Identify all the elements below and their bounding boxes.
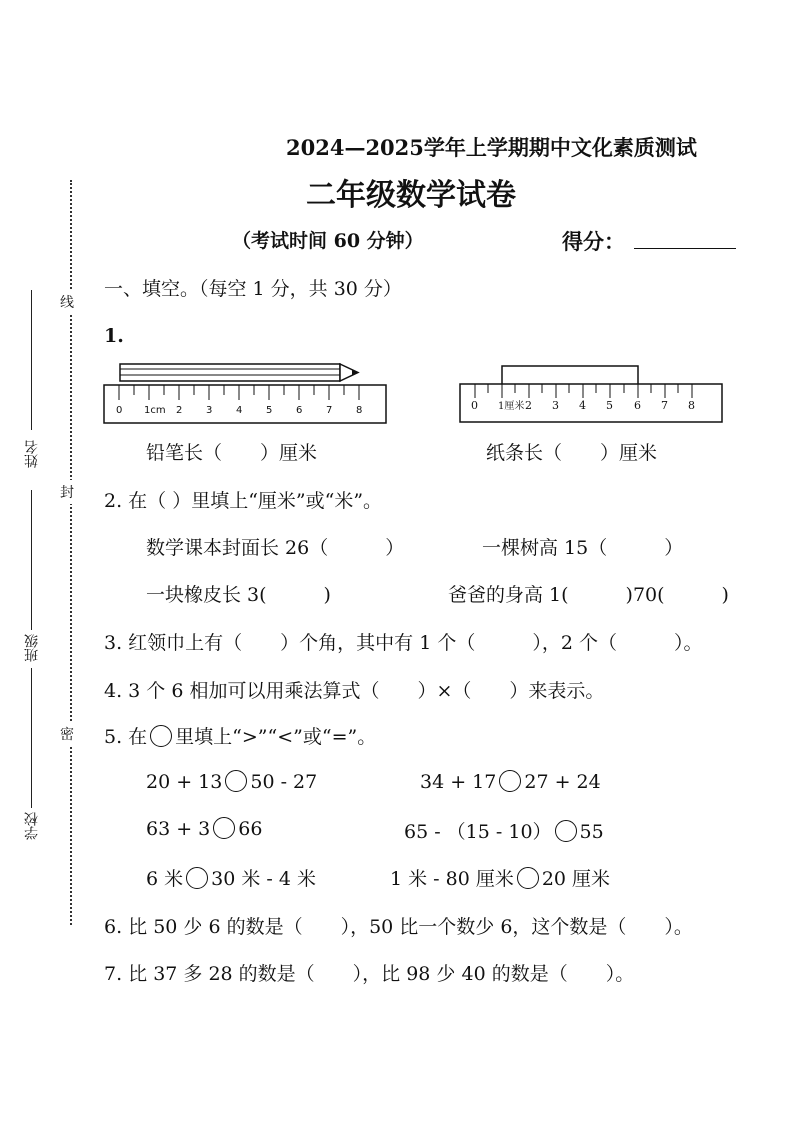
question-3: 3. 红领巾上有（ ）个角，其中有 1 个（ ），2 个（ ）。 (104, 632, 703, 654)
ruler-1-tick-label: 6 (296, 405, 303, 416)
seal-char-xian: 线 (60, 290, 74, 314)
question-5-post: 里填上“>”“<”或“=”。 (175, 726, 377, 748)
compare-right: 30 米 - 4 米 (211, 868, 316, 890)
circle-icon (150, 725, 172, 747)
compare-right: 66 (238, 818, 263, 840)
compare-circle[interactable] (225, 770, 247, 792)
ruler-1-tick-label: 8 (356, 405, 363, 416)
compare-right: 55 (579, 821, 604, 843)
compare-circle[interactable] (499, 770, 521, 792)
compare-left: 20 + 13 (146, 771, 223, 793)
compare-right: 27 + 24 (524, 771, 601, 793)
question-1-number: 1. (104, 325, 124, 347)
question-2-c: 一块橡皮长 3( ) (146, 584, 331, 606)
compare-row-1b (420, 770, 601, 793)
compare-row-2a (146, 817, 262, 840)
question-2: 2. 在（ ）里填上“厘米”或“米”。 (104, 490, 383, 512)
compare-row-3a (146, 864, 316, 891)
ruler-2-tick-label: 3 (552, 399, 559, 412)
seal-char-mi: 密 (60, 722, 74, 746)
compare-row-3b (390, 864, 610, 891)
compare-left: 65 - （15 - 10） (404, 821, 552, 843)
pencil-length-question: 铅笔长（ ）厘米 (146, 442, 318, 464)
compare-circle[interactable] (186, 867, 208, 889)
pencil-icon (120, 364, 358, 381)
exam-time: （考试时间 60 分钟） (232, 230, 424, 252)
compare-left: 1 米 - 80 厘米 (390, 868, 514, 890)
question-5 (104, 722, 376, 749)
ruler-2-tick-label: 4 (579, 399, 586, 412)
question-2-a: 数学课本封面长 26（ ） (146, 537, 405, 559)
compare-circle[interactable] (517, 867, 539, 889)
paper-strip (502, 366, 638, 385)
ruler-1-tick-label: 7 (326, 405, 333, 416)
ruler-1-tick-label: 1cm (144, 405, 166, 416)
question-4: 4. 3 个 6 相加可以用乘法算式（ ）×（ ）来表示。 (104, 680, 605, 702)
ruler-2-tick-label: 6 (634, 399, 641, 412)
paper-ruler-figure (458, 362, 724, 424)
section-heading: 一、填空。（每空 1 分，共 30 分） (104, 278, 402, 300)
ruler-1-tick-label: 0 (116, 405, 123, 416)
class-label: 班级 (24, 634, 40, 662)
compare-row-1a (146, 770, 317, 793)
ruler-2-tick-label: 2 (525, 399, 532, 412)
compare-right: 50 - 27 (250, 771, 318, 793)
score-label: 得分： (562, 229, 625, 254)
ruler-2-tick-label: 1厘米 (498, 401, 525, 412)
compare-left: 63 + 3 (146, 818, 211, 840)
compare-left: 34 + 17 (420, 771, 497, 793)
ruler-2-tick-label: 7 (661, 399, 668, 412)
compare-row-2b (404, 817, 604, 844)
compare-left: 6 米 (146, 868, 184, 890)
ruler-1-tick-label: 5 (266, 405, 273, 416)
class-fill-line (31, 490, 32, 630)
exam-subtitle: 2024—2025学年上学期期中文化素质测试 (286, 135, 697, 160)
question-6: 6. 比 50 少 6 的数是（ ），50 比一个数少 6，这个数是（ ）。 (104, 916, 693, 938)
ruler-1-tick-label: 2 (176, 405, 183, 416)
ruler-2-tick-label: 5 (606, 399, 613, 412)
score-fill-line (634, 248, 736, 249)
school-fill-line (31, 668, 32, 808)
question-7: 7. 比 37 多 28 的数是（ ），比 98 少 40 的数是（ ）。 (104, 963, 635, 985)
ruler-1-tick-label: 3 (206, 405, 213, 416)
paper-length-question: 纸条长（ ）厘米 (486, 442, 658, 464)
question-2-d: 爸爸的身高 1( )70( ) (448, 584, 729, 606)
pencil-ruler-figure (100, 355, 390, 425)
question-2-b: 一棵树高 15（ ） (482, 537, 684, 559)
exam-title: 二年级数学试卷 (306, 178, 516, 213)
ruler-1-tick-label: 4 (236, 405, 243, 416)
ruler-2-tick-label: 8 (688, 399, 695, 412)
name-fill-line (31, 290, 32, 430)
school-label: 学校 (24, 812, 40, 840)
seal-char-feng: 封 (60, 480, 74, 504)
compare-circle[interactable] (555, 820, 577, 842)
ruler-2-tick-label: 0 (471, 399, 478, 412)
name-label: 姓名 (24, 440, 40, 468)
compare-right: 20 厘米 (541, 868, 611, 890)
question-5-pre: 5. 在 (104, 726, 148, 748)
compare-circle[interactable] (213, 817, 235, 839)
